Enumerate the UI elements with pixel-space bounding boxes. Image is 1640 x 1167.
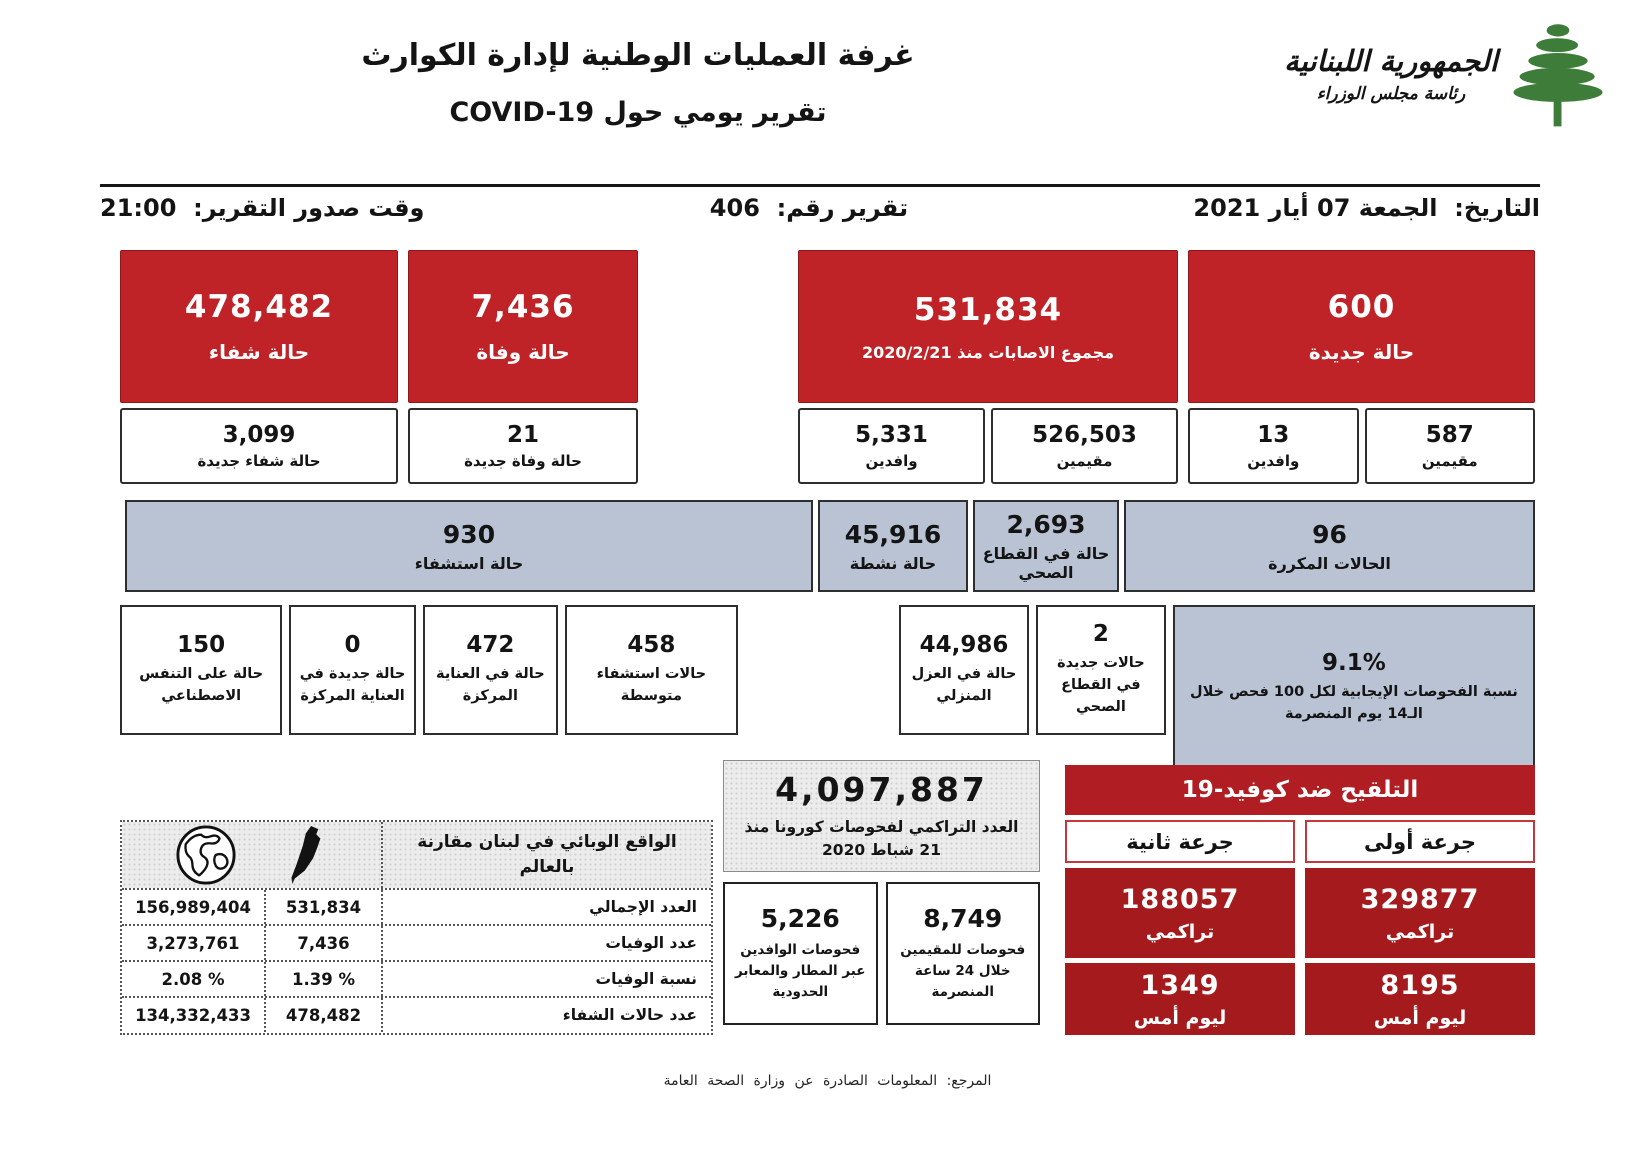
logo-calligraphy bbox=[1276, 44, 1506, 104]
globe-icon bbox=[175, 824, 237, 886]
total-residents-value: 526,503 bbox=[1032, 422, 1137, 448]
dose-header-row bbox=[1065, 820, 1535, 863]
recoveries-label: حالة شفاء bbox=[208, 340, 310, 364]
recoveries-breakdown bbox=[120, 408, 398, 484]
new-cases-card bbox=[1188, 250, 1535, 403]
second-dose-yesterday-card bbox=[1065, 963, 1295, 1035]
positivity-rate-value: 9.1% bbox=[1322, 649, 1386, 676]
first-dose-yesterday-card bbox=[1305, 963, 1535, 1035]
first-dose-cumulative-label: تراكمي bbox=[1385, 920, 1455, 943]
comparison-icons bbox=[122, 822, 381, 888]
repeated-cases-value: 96 bbox=[1312, 519, 1347, 549]
new-residents-label: مقيمين bbox=[1421, 452, 1478, 470]
summary-cards-row bbox=[120, 250, 1535, 484]
new-residents-value: 587 bbox=[1425, 422, 1474, 448]
new-recoveries-card bbox=[120, 408, 398, 484]
moderate-hospitalization-card bbox=[565, 605, 738, 735]
report-number-value: 406 bbox=[709, 194, 760, 222]
bottom-section bbox=[120, 760, 1535, 1035]
moderate-hospitalization-label: حالات استشفاء متوسطة bbox=[596, 666, 707, 704]
second-dose-header: جرعة ثانية bbox=[1065, 820, 1295, 863]
new-health-sector-cases-card bbox=[1036, 605, 1166, 735]
vaccination-title: التلقيح ضد كوفيد-19 bbox=[1065, 765, 1535, 815]
cumulative-doses-row bbox=[1065, 868, 1535, 958]
recoveries-value: 478,482 bbox=[184, 289, 334, 325]
lebanon-value: 1.39 % bbox=[264, 962, 381, 996]
date-field bbox=[1193, 194, 1540, 222]
logo-council-name: رئاسة مجلس الوزراء bbox=[1316, 84, 1466, 104]
row-label: عدد الوفيات bbox=[381, 926, 711, 960]
active-cases-value: 45,916 bbox=[844, 519, 942, 549]
recoveries-card bbox=[120, 250, 398, 403]
row-label: عدد حالات الشفاء bbox=[381, 998, 711, 1032]
meta-bar bbox=[100, 184, 1540, 222]
hospitalized-cases-card bbox=[125, 500, 813, 592]
total-cases-breakdown bbox=[798, 408, 1178, 484]
new-recoveries-value: 3,099 bbox=[222, 422, 296, 448]
total-arrivals-value: 5,331 bbox=[855, 422, 928, 448]
arrivals-tests-card bbox=[723, 882, 878, 1025]
lebanon-map-icon bbox=[290, 825, 328, 885]
home-isolation-card bbox=[899, 605, 1029, 735]
footer-reference: المرجع: المعلومات الصادرة عن وزارة الصحة العامة bbox=[663, 1073, 992, 1089]
cedar-icon bbox=[1510, 18, 1606, 130]
table-row-total bbox=[122, 888, 711, 924]
new-cases-label: حالة جديدة bbox=[1308, 340, 1415, 364]
date-value: الجمعة 07 أيار 2021 bbox=[1193, 194, 1438, 222]
repeated-cases-label: الحالات المكررة bbox=[1268, 553, 1391, 573]
new-residents-card bbox=[1365, 408, 1536, 484]
deaths-value: 7,436 bbox=[471, 289, 575, 325]
tests-breakdown bbox=[723, 882, 1040, 1025]
new-health-sector-cases-value: 2 bbox=[1092, 621, 1109, 648]
new-cases-breakdown bbox=[1188, 408, 1535, 484]
new-icu-cases-label: حالة جديدة في العناية المركزة bbox=[299, 666, 406, 704]
health-sector-cases-card bbox=[973, 500, 1119, 592]
new-arrivals-label: وافدين bbox=[1247, 452, 1300, 470]
active-cases-label: حالة نشطة bbox=[849, 553, 937, 573]
new-deaths-label: حالة وفاة جديدة bbox=[464, 452, 582, 470]
residents-tests-value: 8,749 bbox=[923, 904, 1003, 934]
second-dose-cumulative-label: تراكمي bbox=[1145, 920, 1215, 943]
tests-section bbox=[723, 760, 1040, 1035]
total-cases-card bbox=[798, 250, 1178, 403]
vaccination-section bbox=[1065, 765, 1535, 1035]
detail-cards-row bbox=[120, 605, 1535, 770]
world-value: 2.08 % bbox=[161, 969, 225, 989]
health-sector-cases-label: حالة في القطاع الصحي bbox=[982, 544, 1110, 582]
seam-spacer bbox=[648, 250, 788, 484]
page-subtitle: تقرير يومي حول COVID-19 bbox=[449, 97, 827, 128]
second-dose-yesterday-label: ليوم أمس bbox=[1133, 1006, 1227, 1029]
new-icu-cases-value: 0 bbox=[344, 632, 361, 659]
first-dose-cumulative-value: 329877 bbox=[1360, 883, 1480, 915]
report-number-label: تقرير رقم: bbox=[776, 194, 909, 222]
deaths-label: حالة وفاة bbox=[476, 340, 570, 364]
second-dose-cumulative-card bbox=[1065, 868, 1295, 958]
repeated-cases-card bbox=[1124, 500, 1535, 592]
new-arrivals-card bbox=[1188, 408, 1359, 484]
comparison-header bbox=[122, 822, 711, 888]
lebanon-value: 531,834 bbox=[264, 890, 381, 924]
total-arrivals-label: وافدين bbox=[865, 452, 918, 470]
total-cases-column bbox=[798, 250, 1178, 484]
row-label: نسبة الوفيات bbox=[381, 962, 711, 996]
table-row-deaths bbox=[122, 924, 711, 960]
comparison-table bbox=[120, 820, 713, 1035]
deaths-column bbox=[408, 250, 638, 484]
first-dose-yesterday-value: 8195 bbox=[1380, 969, 1460, 1001]
health-sector-cases-value: 2,693 bbox=[1006, 510, 1086, 539]
total-residents-label: مقيمين bbox=[1056, 452, 1113, 470]
first-dose-yesterday-label: ليوم أمس bbox=[1373, 1006, 1467, 1029]
cumulative-tests-label: العدد التراكمي لفحوصات كورونا منذ 21 شباط 2020 bbox=[744, 817, 1019, 859]
new-deaths-value: 21 bbox=[507, 422, 540, 448]
first-dose-header: جرعة أولى bbox=[1305, 820, 1535, 863]
total-cases-value: 531,834 bbox=[913, 291, 1063, 328]
hospitalized-cases-label: حالة استشفاء bbox=[414, 553, 524, 573]
new-health-sector-cases-label: حالات جديدة في القطاع الصحي bbox=[1057, 655, 1145, 715]
lebanon-value: 478,482 bbox=[264, 998, 381, 1032]
ventilator-cases-label: حالة على التنفس الاصطناعي bbox=[139, 666, 264, 704]
title-block bbox=[0, 18, 1276, 128]
ventilator-cases-card bbox=[120, 605, 282, 735]
hospitalized-cases-value: 930 bbox=[442, 519, 496, 549]
header bbox=[0, 0, 1640, 172]
arrivals-tests-value: 5,226 bbox=[760, 904, 840, 934]
report-time-label: وقت صدور التقرير: bbox=[193, 194, 425, 222]
table-row-recoveries bbox=[122, 996, 711, 1032]
report-time-value: 21:00 bbox=[100, 194, 177, 222]
positivity-rate-label: نسبة الفحوصات الإيجابية لكل 100 فحص خلال الـ14 يوم المنصرمة bbox=[1190, 683, 1518, 722]
residents-tests-label: فحوصات للمقيمين خلال 24 ساعة المنصرمة bbox=[900, 942, 1026, 1000]
total-arrivals-card bbox=[798, 408, 985, 484]
new-icu-cases-card bbox=[289, 605, 415, 735]
new-cases-column bbox=[1188, 250, 1535, 484]
residents-tests-card bbox=[886, 882, 1041, 1025]
deaths-card bbox=[408, 250, 638, 403]
status-cards-row bbox=[120, 500, 1535, 592]
active-cases-card bbox=[818, 500, 968, 592]
recoveries-column bbox=[120, 250, 398, 484]
date-label: التاريخ: bbox=[1454, 194, 1540, 222]
report-time-field bbox=[100, 194, 424, 222]
home-isolation-label: حالة في العزل المنزلي bbox=[911, 666, 1017, 704]
cumulative-tests-card bbox=[723, 760, 1040, 872]
home-isolation-value: 44,986 bbox=[919, 632, 1009, 659]
world-value: 156,989,404 bbox=[135, 897, 251, 917]
icu-cases-value: 472 bbox=[466, 632, 515, 659]
total-residents-card bbox=[991, 408, 1178, 484]
moderate-hospitalization-value: 458 bbox=[627, 632, 676, 659]
comparison-title: الواقع الوبائي في لبنان مقارنة بالعالم bbox=[381, 822, 711, 888]
seam-spacer bbox=[745, 605, 892, 606]
lebanon-value: 7,436 bbox=[264, 926, 381, 960]
cumulative-tests-value: 4,097,887 bbox=[775, 769, 988, 809]
second-dose-yesterday-value: 1349 bbox=[1140, 969, 1220, 1001]
first-dose-cumulative-card bbox=[1305, 868, 1535, 958]
world-value: 3,273,761 bbox=[146, 933, 240, 953]
page-title: غرفة العمليات الوطنية لإدارة الكوارث bbox=[361, 38, 915, 73]
second-dose-cumulative-value: 188057 bbox=[1120, 883, 1240, 915]
icu-cases-label: حالة في العناية المركزة bbox=[436, 666, 545, 704]
positivity-rate-card bbox=[1173, 605, 1535, 770]
total-cases-label: مجموع الاصابات منذ 2020/2/21 bbox=[861, 342, 1115, 362]
yesterday-doses-row bbox=[1065, 963, 1535, 1035]
report-number-field bbox=[710, 194, 908, 222]
new-recoveries-label: حالة شفاء جديدة bbox=[197, 452, 321, 470]
new-deaths-card bbox=[408, 408, 638, 484]
table-row-death-rate bbox=[122, 960, 711, 996]
world-value: 134,332,433 bbox=[135, 1005, 251, 1025]
row-label: العدد الإجمالي bbox=[381, 890, 711, 924]
deaths-breakdown bbox=[408, 408, 638, 484]
icu-cases-card bbox=[423, 605, 558, 735]
ventilator-cases-value: 150 bbox=[177, 632, 226, 659]
new-arrivals-value: 13 bbox=[1257, 422, 1290, 448]
logo-republic-name: الجمهورية اللبنانية bbox=[1284, 44, 1498, 78]
new-cases-value: 600 bbox=[1327, 289, 1396, 325]
arrivals-tests-label: فحوصات الوافدين عبر المطار والمعابر الحدودية bbox=[734, 942, 866, 1000]
gov-logo bbox=[1276, 18, 1606, 130]
